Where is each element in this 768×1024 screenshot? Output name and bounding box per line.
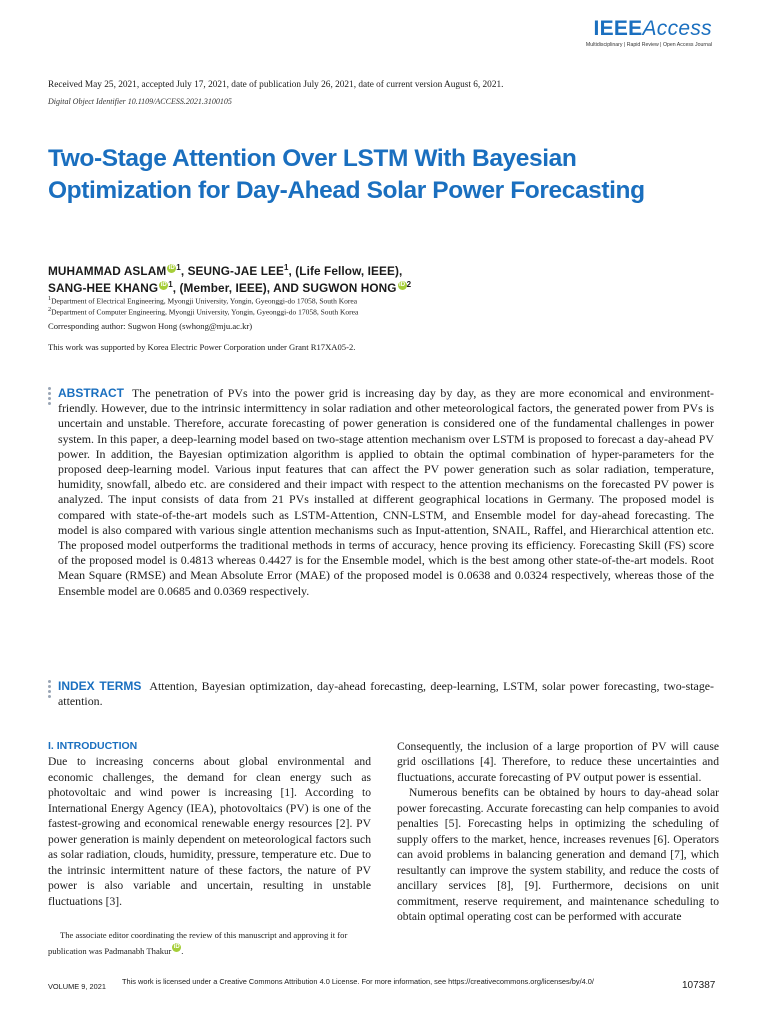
paragraph: Due to increasing concerns about global environmental and economic challenges, the demand for clean energy such as photovoltaic and wind power is increasing [1]. According to International Energy Agency (IEA), photovoltaics (PV) is one of the fastest-growing and economical renewable energy resources [2]. PV power generation is mainly dependent on meteorological factors such as solar radiation, clouds, humidity, pressure, temperature etc. Due to the intrinsic intermittent nature of these factors, the nature of PV power is also variable and uncertain, resulting in unstable fluctuations [3].: [48, 755, 371, 908]
abstract-heading: ABSTRACT: [58, 386, 124, 400]
author-role: (Member, IEEE), AND: [179, 281, 299, 295]
abstract: [58, 386, 714, 599]
author-name: SUGWON HONG: [302, 281, 397, 295]
editor-note-text: The associate editor coordinating the review of this manuscript and approving it for publication was Padmanabh Thakur: [48, 930, 348, 956]
journal-name-bold: IEEE: [593, 17, 643, 40]
author-name: MUHAMMAD ASLAM: [48, 264, 167, 278]
journal-logo: [586, 18, 712, 48]
author-name: SEUNG-JAE LEE: [187, 264, 284, 278]
editor-footnote: The associate editor coordinating the review of this manuscript and approving it for publication was Padmanabh Thakur iD .: [48, 930, 348, 956]
affiliation-num: 1: [48, 295, 52, 302]
received-dates: Received May 25, 2021, accepted July 17, 2021, date of publication July 26, 2021, date of current version August 6, 2021.: [48, 80, 504, 90]
corresponding-author: Corresponding author: Sugwon Hong (swhong@mju.ac.kr): [48, 321, 253, 331]
funding-note: This work was supported by Korea Electric Power Corporation under Grant R17XA05-2.: [48, 342, 356, 352]
section-heading: I. INTRODUCTION: [48, 740, 138, 752]
author-role: (Life Fellow, IEEE),: [295, 264, 403, 278]
index-terms-marker-icon: [48, 680, 51, 700]
author-affil-sup: 2: [406, 280, 412, 289]
column-left: [48, 739, 371, 909]
abstract-marker-icon: [48, 387, 51, 407]
orcid-icon[interactable]: iD: [398, 282, 406, 288]
paper-title: Two-Stage Attention Over LSTM With Bayesian Optimization for Day-Ahead Solar Power Forecasting: [48, 145, 645, 204]
author-affil-sup: 1: [168, 280, 173, 289]
index-terms-heading: INDEX TERMS: [58, 679, 142, 693]
paragraph: Consequently, the inclusion of a large proportion of PV will cause grid oscillations [4]. Therefore, to reduce these uncertainties and fluctuations, accurate forecasting of PV output power is essential.: [397, 740, 719, 784]
orcid-icon[interactable]: iD: [160, 282, 167, 288]
abstract-text: The penetration of PVs into the power grid is increasing day by day, as they are more economical and environment-friendly. However, due to the intrinsic intermittency in solar radiation and other meteorological factors, the generated power from PVs is uncertain and unstable. Therefore, accurate forecasting of power generation is considered one of the fundamental challenges in power system. In this paper, a deep-learning model based on two-stage attention mechanism over LSTM is proposed to forecast a day-ahead PV power. In addition, the Bayesian optimization algorithm is applied to obtain the optimal combination of hyper-parameters for the proposed deep-learning model. Various input features that can affect the PV power generation such as solar radiation, temperature, humidity, snowfall, albedo etc. are considered and their impact with respect to the attention mechanisms on the forecasted PV power is analyzed. The input consists of data from 21 PVs installed at different geographical locations in Germany. The proposed model is compared with state-of-the-art models such as LSTM-Attention, CNN-LSTM, and Ensemble model for day-ahead forecasting. The model is also compared with various single attention mechanisms such as Input-attention, SNAIL, Raffel, and Hierarchical attention etc. The proposed model outperforms the traditional methods in terms of accuracy, hence proving its efficiency. Forecasting Skill (FS) score of the proposed model is 0.4813 whereas 0.4427 is for the Ensemble model, which is the best among other state-of-the-art models. Root Mean Square (RMSE) and Mean Absolute Error (MAE) of the proposed model is 0.0638 and 0.0324 respectively, whereas those of the Ensemble model are 0.0685 and 0.0369 respectively.: [58, 386, 714, 598]
journal-tagline: Multidisciplinary | Rapid Review | Open Access Journal: [585, 42, 712, 48]
doi-line: Digital Object Identifier 10.1109/ACCESS.2021.3100105: [48, 97, 232, 106]
author-affil-sup: 1: [176, 263, 181, 272]
footer-volume: VOLUME 9, 2021: [48, 982, 106, 991]
affiliation-num: 2: [48, 306, 52, 313]
paragraph: Numerous benefits can be obtained by hours to day-ahead solar power forecasting. Accurate forecasting can help companies to avoid penalties [5]. Forecasting helps in optimizing the scheduling of supply offers to the market, hence, increases revenues [6]. Operators can avoid problems in balancing generation and demand [7], which resultantly can improve the system stability, and reduce the costs of ancillary services [8], [9]. Furthermore, decisions on unit commitment, reserve requirement, and maintenance scheduling to obtain optimal operating cost can be performed with accurate: [397, 786, 719, 923]
index-terms: [58, 679, 714, 709]
orcid-icon[interactable]: iD: [173, 944, 180, 950]
page-number: 107387: [682, 980, 716, 991]
affiliation-1: [48, 295, 357, 306]
orcid-icon[interactable]: iD: [168, 265, 175, 271]
journal-name-italic: Access: [642, 17, 712, 40]
affiliation-text: Department of Electrical Engineering, Myongji University, Yongin, Gyeonggi-do 17058, South Korea: [51, 296, 358, 306]
author-affil-sup: 1: [283, 263, 289, 272]
index-terms-text: Attention, Bayesian optimization, day-ahead forecasting, deep-learning, LSTM, solar power forecasting, two-stage-attention.: [58, 679, 714, 709]
affiliation-text: Department of Computer Engineering, Myongji University, Yongin, Gyeonggi-do 17058, South Korea: [51, 307, 359, 317]
author-name: SANG-HEE KHANG: [48, 281, 159, 295]
footer-license[interactable]: This work is licensed under a Creative Commons Attribution 4.0 License. For more information, see https://creativecommons.org/licenses/by/4.0/: [122, 977, 594, 986]
author-line-1: MUHAMMAD ASLAM $iD^1$, SEUNG-JAE LEE$^1$, (Life Fellow, IEEE),: [48, 263, 403, 278]
column-right: [397, 739, 719, 924]
author-line-2: SANG-HEE KHANG $iD^1$, (Member, IEEE), AND SUGWON HONG $iD^2$: [48, 280, 412, 295]
affiliation-2: [48, 306, 358, 317]
